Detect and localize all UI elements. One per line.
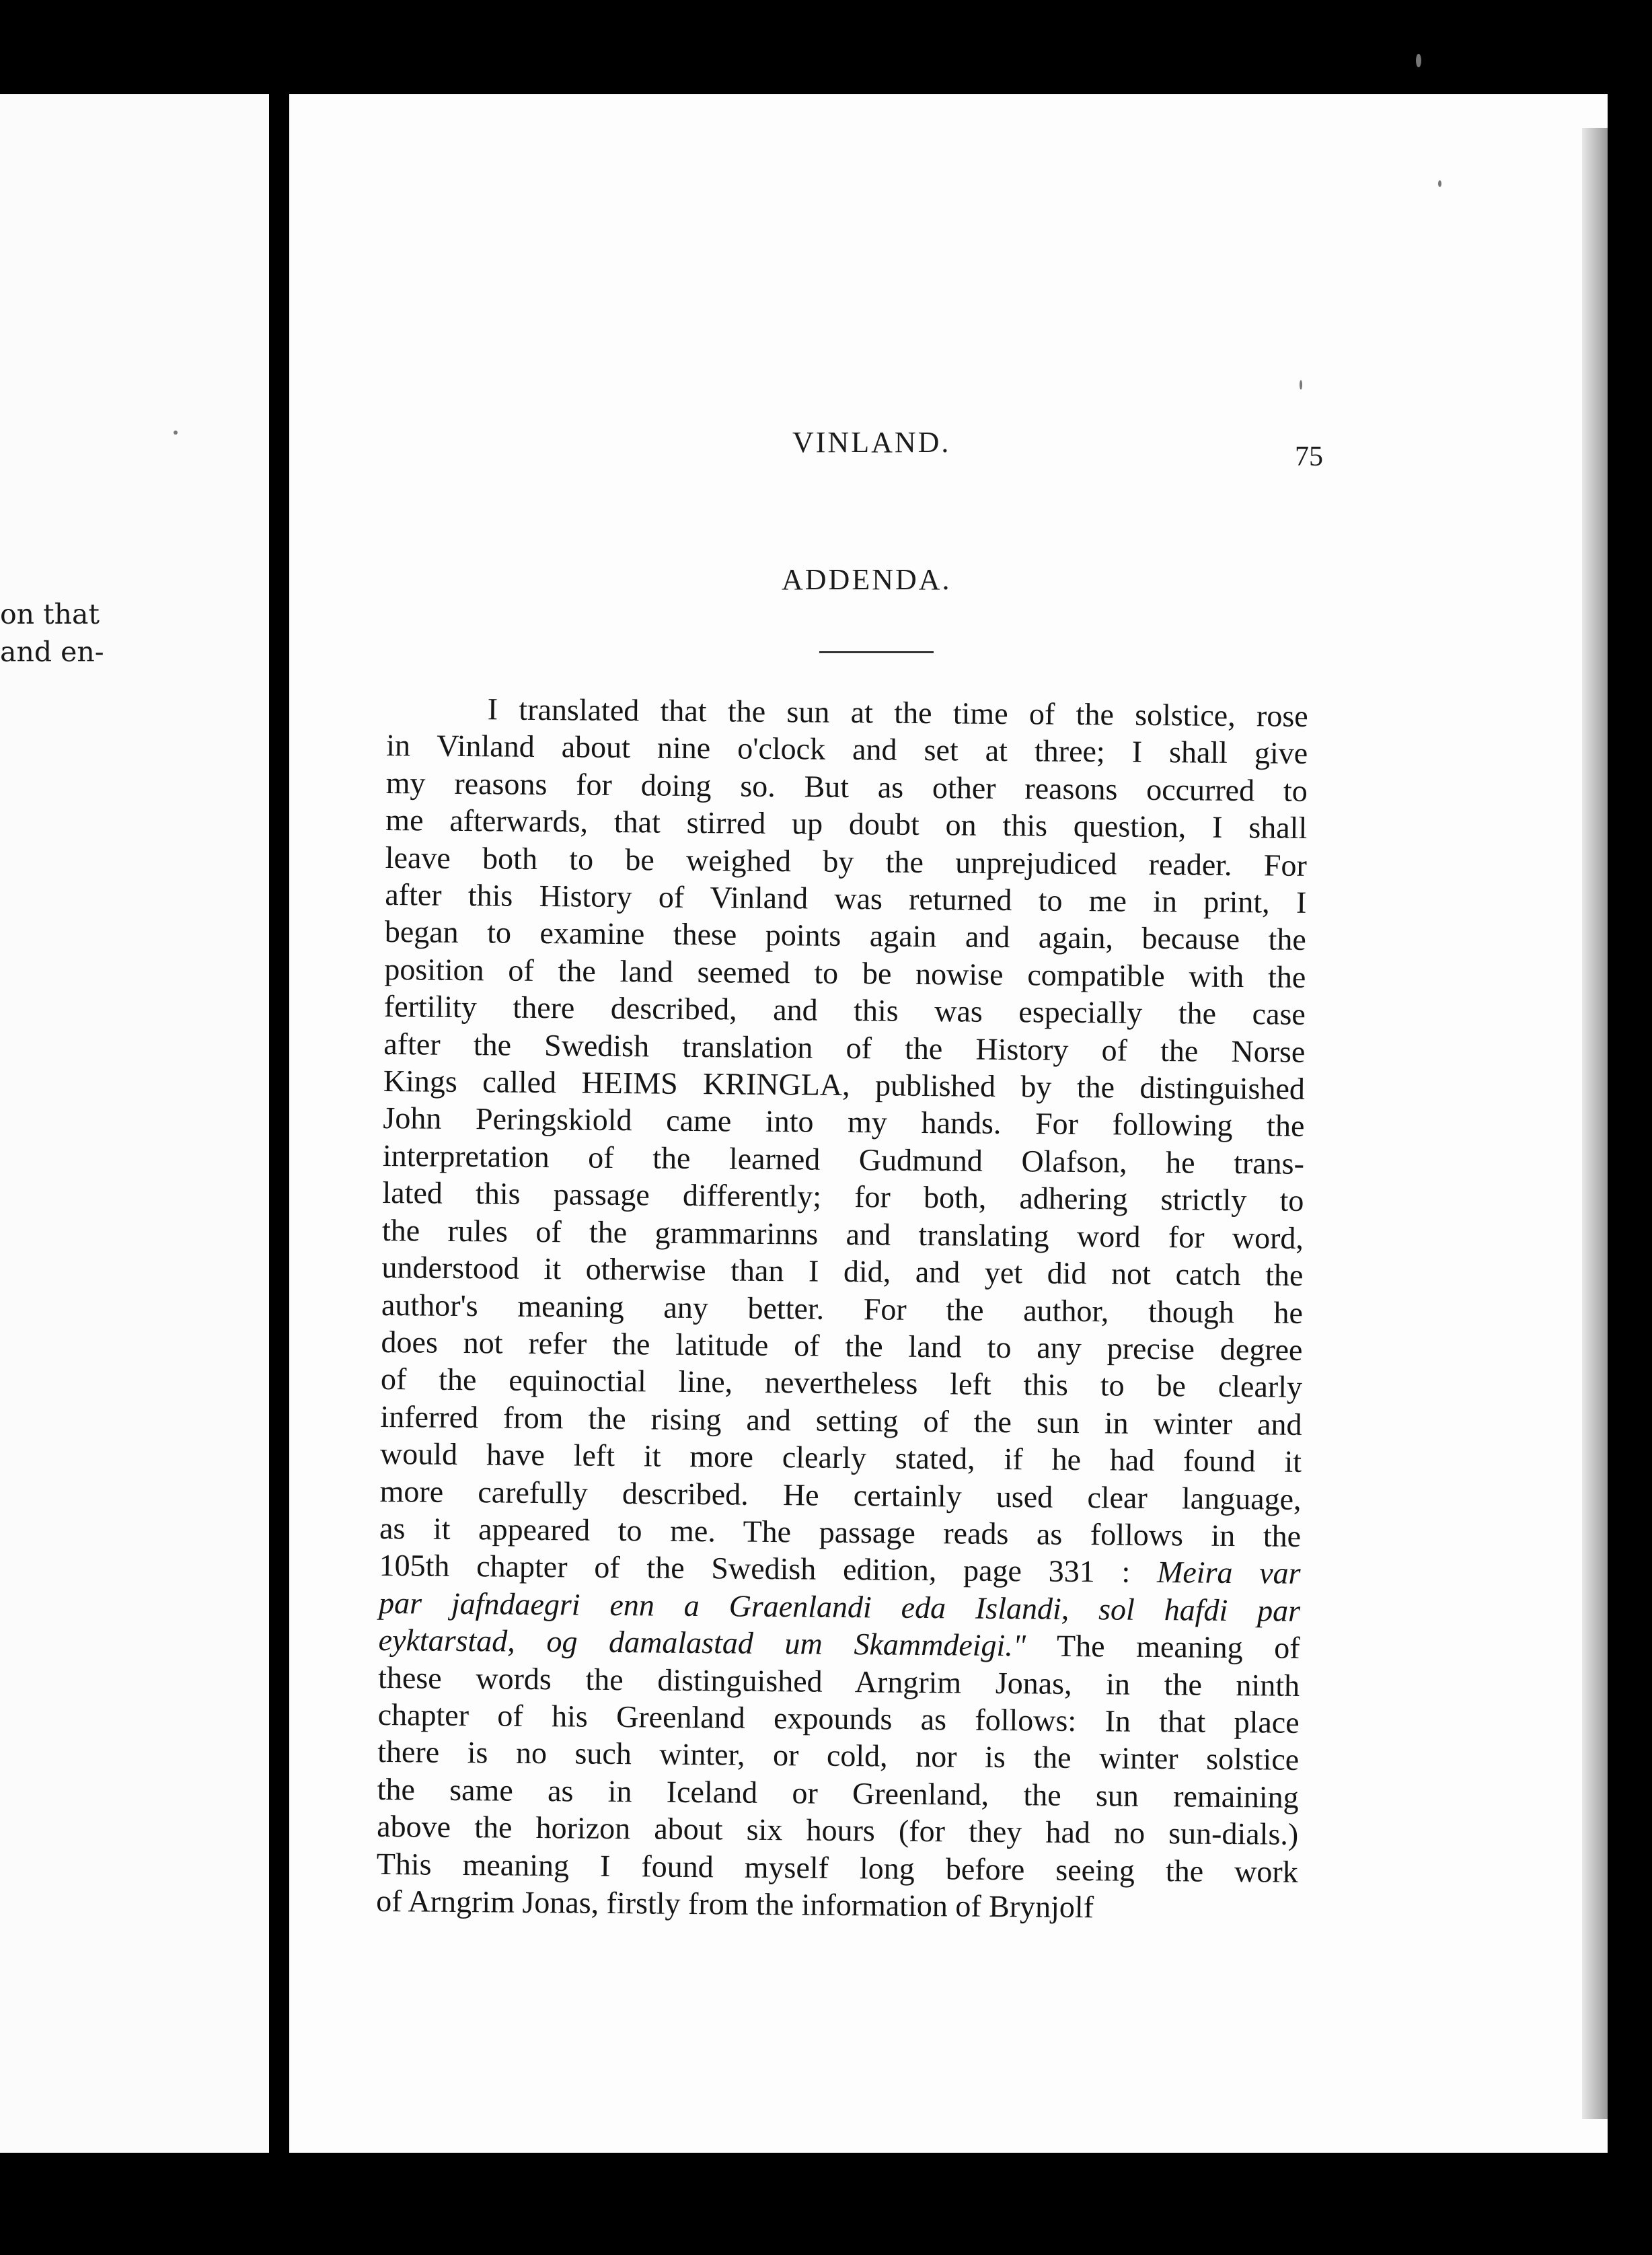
text-line: in Vinland about nine o'clock and set at three; I shall give [386,728,1308,771]
text-line: does not refer the latitude of the land to any precise degree [381,1324,1303,1367]
text-line: understood it otherwise than I did, and yet did not catch the [381,1250,1304,1293]
text-line: position of the land seemed to be nowise compatible with the [384,951,1306,994]
text-line: there is no such winter, or cold, nor is the winter solstice [377,1734,1300,1777]
text-line: This meaning I found myself long before seeing the work [376,1846,1298,1889]
text-line: these words the distinguished Arngrim Jonas, in the ninth [377,1660,1300,1703]
text-line: more carefully described. He certainly used clear language, [379,1473,1302,1516]
text-line: would have left it more clearly stated, if he had found it [379,1436,1302,1479]
text-line: of Arngrim Jonas, firstly from the information of Brynjolf [376,1883,1094,1925]
text-line: leave both to be weighed by the unprejudiced reader. For [385,840,1307,883]
body-text [376,690,1308,1927]
previous-page [0,94,269,2153]
previous-page-line: on that [0,598,100,630]
text-line: I translated that the sun at the time of the solstice, rose [487,692,1308,733]
scan-speck [174,431,178,435]
text-segment: Kings called [383,1064,557,1100]
text-segment: 105th chapter of the Swedish edition, page 331 : [379,1548,1131,1590]
scan-speck [1416,54,1421,67]
scan-speck [1300,380,1302,390]
text-line: lated this passage differently; for both, adhering strictly to [382,1175,1304,1218]
text-line: fertility there described, and this was especially the case [383,989,1306,1032]
text-line: of the equinoctial line, nevertheless left this to be clearly [380,1362,1303,1405]
text-line: me afterwards, that stirred up doubt on this question, I shall [385,803,1308,846]
text-line: interpretation of the learned Gudmund Olafson, he trans- [382,1138,1305,1181]
running-head: VINLAND. [792,426,951,459]
text-line: the same as in Iceland or Greenland, the sun remaining [377,1771,1299,1814]
quote-segment: Meira var [1156,1555,1301,1591]
book-title-heims-kringla: HEIMS KRINGLA [581,1065,843,1102]
text-segment: The meaning of [1056,1628,1300,1666]
text-segment: , published by the distinguished [841,1067,1306,1106]
text-line: as it appeared to me. The passage reads as follows in the [379,1510,1302,1553]
page-number: 75 [1295,441,1323,472]
quote-segment: eyktarstad, og damalastad um Skammdeigi." [378,1623,1026,1663]
text-line: author's meaning any better. For the author, though he [381,1287,1304,1330]
text-line: inferred from the rising and setting of the sun in winter and [380,1399,1302,1442]
heading-rule [819,651,934,653]
quote-segment: par jafndaegri enn a Graenlandi eda Islandi, sol hafdi par [378,1585,1301,1628]
text-line: John Peringskiold came into my hands. For following the [383,1101,1305,1144]
text-line: above the horizon about six hours (for they had no sun-dials.) [377,1809,1299,1852]
text-line: chapter of his Greenland expounds as follows: In that place [377,1697,1300,1740]
section-heading: ADDENDA. [782,563,952,596]
scan-speck [1438,180,1441,187]
page-edge-shadow [1582,128,1608,2119]
text-line: after the Swedish translation of the History of the Norse [383,1026,1306,1069]
text-line: began to examine these points again and again, because the [384,914,1307,957]
text-line: my reasons for doing so. But as other reasons occurred to [385,765,1308,808]
text-line: the rules of the grammarinns and translating word for word, [381,1212,1304,1255]
text-line: after this History of Vinland was returned to me in print, I [385,877,1307,920]
previous-page-line: and en- [0,636,104,668]
book-gutter [269,94,289,2153]
previous-page-text [0,595,104,671]
